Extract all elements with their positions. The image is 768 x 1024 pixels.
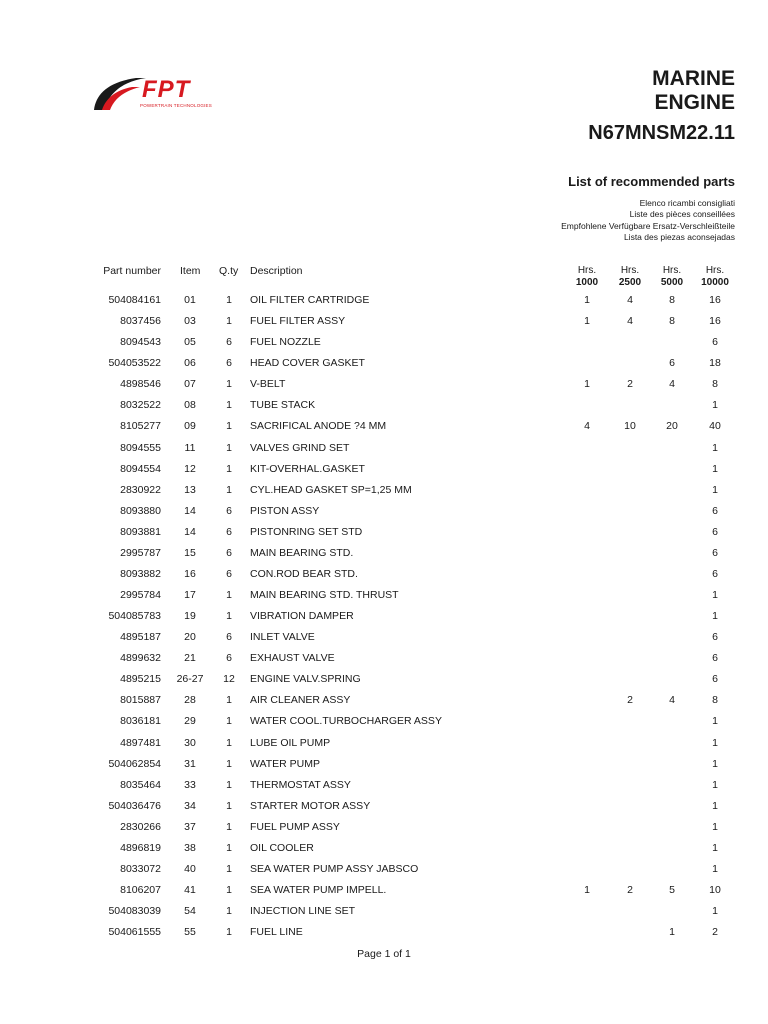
hrs-2500-cell: 2 <box>627 884 633 896</box>
translation-spanish: Lista des piezas aconsejadas <box>623 232 735 242</box>
qty-cell: 1 <box>226 610 232 622</box>
part-number-cell: 4895215 <box>120 673 161 686</box>
part-number-cell: 8093880 <box>120 504 161 517</box>
hrs-5000-cell: 8 <box>669 315 675 328</box>
qty-cell: 1 <box>226 799 232 812</box>
qty-cell: 1 <box>226 483 232 496</box>
table-row <box>0 420 768 441</box>
hrs-5000-cell: 1 <box>669 926 675 939</box>
description-cell: KIT-OVERHAL.GASKET <box>250 462 365 475</box>
item-cell: 14 <box>184 525 196 538</box>
description-cell: V-BELT <box>250 378 286 391</box>
description-cell: MAIN BEARING STD. THRUST <box>250 589 399 601</box>
part-number-cell: 504085783 <box>108 610 161 622</box>
description-cell: AIR CLEANER ASSY <box>250 694 351 707</box>
table-row <box>0 758 768 779</box>
description-cell: OIL COOLER <box>250 841 314 854</box>
column-header-hrs-10000 <box>695 265 735 289</box>
item-cell: 05 <box>184 336 196 349</box>
item-cell: 28 <box>184 694 196 707</box>
qty-cell: 1 <box>226 736 232 749</box>
hrs-10000-cell: 8 <box>712 378 718 391</box>
qty-cell: 1 <box>226 757 232 770</box>
hrs-10000-cell: 6 <box>712 336 718 349</box>
table-row <box>0 631 768 652</box>
hrs-10000-cell: 1 <box>712 799 718 812</box>
item-cell: 29 <box>184 715 196 728</box>
hrs-10000-cell: 1 <box>712 905 718 917</box>
description-cell: FUEL LINE <box>250 926 303 939</box>
logo-subtitle: POWERTRAIN TECHNOLOGIES <box>140 103 212 108</box>
item-cell: 13 <box>184 483 196 496</box>
hrs-10000-cell: 1 <box>712 862 718 875</box>
table-row <box>0 779 768 800</box>
column-header-qty: Q.ty <box>219 265 239 277</box>
part-number-cell: 8094555 <box>120 441 161 454</box>
logo-text: FPT <box>142 76 191 103</box>
item-cell: 09 <box>184 420 196 433</box>
hrs-10000-cell: 1 <box>712 715 718 728</box>
table-row <box>0 315 768 336</box>
table-row <box>0 926 768 947</box>
part-number-cell: 2995784 <box>120 589 161 601</box>
hrs-value: 10000 <box>701 277 729 288</box>
table-row <box>0 336 768 357</box>
column-header-item: Item <box>180 265 201 277</box>
description-cell: TUBE STACK <box>250 399 316 412</box>
hrs-2500-cell: 2 <box>627 378 633 391</box>
description-cell: CON.ROD BEAR STD. <box>250 567 358 580</box>
item-cell: 11 <box>184 441 196 454</box>
qty-cell: 6 <box>226 336 232 349</box>
table-row <box>0 652 768 673</box>
part-number-cell: 8093881 <box>120 525 161 538</box>
hrs-10000-cell: 1 <box>712 841 718 854</box>
hrs-label: Hrs. <box>662 265 682 276</box>
hrs-10000-cell: 16 <box>709 294 721 306</box>
description-cell: PISTONRING SET STD <box>250 525 363 538</box>
item-cell: 37 <box>184 820 196 833</box>
part-number-cell: 4895187 <box>120 631 161 644</box>
hrs-10000-cell: 6 <box>712 652 718 665</box>
hrs-10000-cell: 16 <box>709 315 721 328</box>
hrs-2500-cell: 2 <box>627 694 633 707</box>
qty-cell: 6 <box>226 357 232 370</box>
qty-cell: 1 <box>226 926 232 939</box>
table-row <box>0 357 768 378</box>
description-cell: VIBRATION DAMPER <box>250 610 354 622</box>
part-number-cell: 4896819 <box>120 841 161 854</box>
table-row <box>0 547 768 568</box>
description-cell: STARTER MOTOR ASSY <box>250 799 371 812</box>
table-row <box>0 378 768 399</box>
item-cell: 26-27 <box>176 673 204 686</box>
table-row <box>0 294 768 315</box>
hrs-value: 1000 <box>575 277 599 288</box>
qty-cell: 1 <box>226 884 232 896</box>
hrs-10000-cell: 10 <box>709 884 721 896</box>
qty-cell: 1 <box>226 399 232 412</box>
fpt-logo <box>92 72 384 112</box>
hrs-1000-cell: 1 <box>584 884 590 896</box>
hrs-10000-cell: 1 <box>712 399 718 412</box>
description-cell: MAIN BEARING STD. <box>250 546 354 559</box>
qty-cell: 1 <box>226 378 232 391</box>
item-cell: 19 <box>184 610 196 622</box>
hrs-10000-cell: 1 <box>712 589 718 601</box>
item-cell: 31 <box>184 757 196 770</box>
part-number-cell: 8105277 <box>120 420 161 433</box>
column-header-part-number: Part number <box>103 265 161 277</box>
hrs-5000-cell: 4 <box>669 378 675 391</box>
table-row <box>0 463 768 484</box>
description-cell: INLET VALVE <box>250 631 315 644</box>
table-row <box>0 863 768 884</box>
item-cell: 12 <box>184 462 196 475</box>
hrs-1000-cell: 1 <box>584 315 590 328</box>
table-row <box>0 694 768 715</box>
part-number-cell: 2995787 <box>120 546 161 559</box>
hrs-10000-cell: 1 <box>712 757 718 770</box>
item-cell: 01 <box>184 294 196 306</box>
part-number-cell: 8035464 <box>120 778 161 791</box>
hrs-label: Hrs. <box>620 265 640 276</box>
item-cell: 16 <box>184 567 196 580</box>
table-row <box>0 442 768 463</box>
column-header-hrs-1000 <box>567 265 607 289</box>
qty-cell: 6 <box>226 504 232 517</box>
hrs-10000-cell: 40 <box>709 420 721 433</box>
qty-cell: 1 <box>226 294 232 306</box>
hrs-5000-cell: 20 <box>666 420 678 433</box>
hrs-1000-cell: 4 <box>584 420 590 433</box>
item-cell: 03 <box>184 315 196 328</box>
part-number-cell: 504061555 <box>108 926 161 939</box>
part-number-cell: 8037456 <box>120 315 161 328</box>
hrs-1000-cell: 1 <box>584 378 590 391</box>
part-number-cell: 2830922 <box>120 483 161 496</box>
description-cell: CYL.HEAD GASKET SP=1,25 MM <box>250 483 412 496</box>
part-number-cell: 8015887 <box>120 694 161 707</box>
qty-cell: 6 <box>226 652 232 665</box>
item-cell: 06 <box>184 357 196 370</box>
table-row <box>0 905 768 926</box>
description-cell: THERMOSTAT ASSY <box>250 778 351 791</box>
qty-cell: 1 <box>226 862 232 875</box>
hrs-10000-cell: 1 <box>712 483 718 496</box>
table-row <box>0 589 768 610</box>
part-number-cell: 8093882 <box>120 567 161 580</box>
part-number-cell: 8036181 <box>120 715 161 728</box>
hrs-10000-cell: 6 <box>712 631 718 644</box>
part-number-cell: 4899632 <box>120 652 161 665</box>
description-cell: LUBE OIL PUMP <box>250 736 331 749</box>
item-cell: 07 <box>184 378 196 391</box>
hrs-5000-cell: 4 <box>669 694 675 707</box>
qty-cell: 1 <box>226 420 232 433</box>
table-row <box>0 800 768 821</box>
part-number-cell: 504036476 <box>108 799 161 812</box>
description-cell: SEA WATER PUMP ASSY JABSCO <box>250 862 419 875</box>
qty-cell: 1 <box>226 778 232 791</box>
table-row <box>0 842 768 863</box>
description-cell: SACRIFICAL ANODE ?4 MM <box>250 420 387 433</box>
description-cell: FUEL PUMP ASSY <box>250 820 340 833</box>
hrs-value: 5000 <box>660 277 684 288</box>
part-number-cell: 8032522 <box>120 399 161 412</box>
item-cell: 14 <box>184 504 196 517</box>
description-cell: WATER COOL.TURBOCHARGER ASSY <box>250 715 442 728</box>
hrs-2500-cell: 10 <box>624 420 636 433</box>
part-number-cell: 2830266 <box>120 820 161 833</box>
table-row <box>0 821 768 842</box>
hrs-10000-cell: 1 <box>712 441 718 454</box>
item-cell: 55 <box>184 926 196 939</box>
table-row <box>0 884 768 905</box>
hrs-2500-cell: 4 <box>627 294 633 306</box>
hrs-label: Hrs. <box>577 265 597 276</box>
hrs-10000-cell: 6 <box>712 546 718 559</box>
description-cell: INJECTION LINE SET <box>250 905 356 917</box>
hrs-10000-cell: 1 <box>712 778 718 791</box>
qty-cell: 1 <box>226 462 232 475</box>
title-line-2: ENGINE <box>654 91 735 114</box>
description-cell: WATER PUMP <box>250 757 320 770</box>
hrs-1000-cell: 1 <box>584 294 590 306</box>
hrs-value: 2500 <box>618 277 642 288</box>
page-indicator: Page 1 of 1 <box>357 948 411 960</box>
item-cell: 54 <box>184 905 196 917</box>
hrs-10000-cell: 6 <box>712 673 718 686</box>
hrs-10000-cell: 18 <box>709 357 721 370</box>
item-cell: 17 <box>184 589 196 601</box>
part-number-cell: 8106207 <box>120 884 161 896</box>
qty-cell: 1 <box>226 841 232 854</box>
qty-cell: 6 <box>226 525 232 538</box>
part-number-cell: 504062854 <box>108 757 161 770</box>
qty-cell: 1 <box>226 820 232 833</box>
item-cell: 20 <box>184 631 196 644</box>
table-row <box>0 610 768 631</box>
hrs-10000-cell: 6 <box>712 525 718 538</box>
table-row <box>0 673 768 694</box>
qty-cell: 1 <box>226 694 232 707</box>
part-number-cell: 504084161 <box>108 294 161 306</box>
item-cell: 34 <box>184 799 196 812</box>
qty-cell: 1 <box>226 905 232 917</box>
description-cell: SEA WATER PUMP IMPELL. <box>250 884 387 896</box>
title-line-1: MARINE <box>652 67 735 90</box>
description-cell: HEAD COVER GASKET <box>250 357 365 370</box>
item-cell: 33 <box>184 778 196 791</box>
qty-cell: 6 <box>226 546 232 559</box>
qty-cell: 1 <box>226 715 232 728</box>
qty-cell: 1 <box>226 315 232 328</box>
part-number-cell: 4897481 <box>120 736 161 749</box>
hrs-10000-cell: 8 <box>712 694 718 707</box>
translation-french: Liste des pièces conseillées <box>629 209 735 219</box>
description-cell: EXHAUST VALVE <box>250 652 335 665</box>
part-number-cell: 504053522 <box>108 357 161 370</box>
item-cell: 08 <box>184 399 196 412</box>
hrs-5000-cell: 8 <box>669 294 675 306</box>
item-cell: 40 <box>184 862 196 875</box>
column-header-hrs-2500 <box>610 265 650 289</box>
part-number-cell: 504083039 <box>108 905 161 917</box>
hrs-5000-cell: 6 <box>669 357 675 370</box>
description-cell: ENGINE VALV.SPRING <box>250 673 361 686</box>
qty-cell: 6 <box>226 631 232 644</box>
qty-cell: 6 <box>226 567 232 580</box>
table-row <box>0 568 768 589</box>
part-number-cell: 8094554 <box>120 462 161 475</box>
table-row <box>0 399 768 420</box>
table-row <box>0 526 768 547</box>
item-cell: 21 <box>184 652 196 665</box>
part-number-cell: 4898546 <box>120 378 161 391</box>
hrs-label: Hrs. <box>705 265 725 276</box>
description-cell: FUEL FILTER ASSY <box>250 315 346 328</box>
document-subtitle: List of recommended parts <box>568 174 735 189</box>
description-cell: FUEL NOZZLE <box>250 336 321 349</box>
table-row <box>0 505 768 526</box>
hrs-10000-cell: 1 <box>712 462 718 475</box>
hrs-2500-cell: 4 <box>627 315 633 328</box>
engine-model: N67MNSM22.11 <box>588 122 735 144</box>
item-cell: 41 <box>184 884 196 896</box>
translation-italian: Elenco ricambi consigliati <box>639 198 735 208</box>
description-cell: OIL FILTER CARTRIDGE <box>250 294 370 306</box>
description-cell: PISTON ASSY <box>250 504 320 517</box>
translation-german: Empfohlene Verfügbare Ersatz-Verschleißteile <box>561 221 735 231</box>
hrs-10000-cell: 1 <box>712 610 718 622</box>
column-header-description: Description <box>250 265 303 277</box>
table-row <box>0 737 768 758</box>
column-header-hrs-5000 <box>652 265 692 289</box>
table-row <box>0 484 768 505</box>
item-cell: 30 <box>184 736 196 749</box>
part-number-cell: 8094543 <box>120 336 161 349</box>
description-cell: VALVES GRIND SET <box>250 441 350 454</box>
qty-cell: 1 <box>226 441 232 454</box>
hrs-10000-cell: 6 <box>712 504 718 517</box>
table-row <box>0 715 768 736</box>
hrs-5000-cell: 5 <box>669 884 675 896</box>
hrs-10000-cell: 1 <box>712 736 718 749</box>
qty-cell: 12 <box>223 673 235 686</box>
qty-cell: 1 <box>226 589 232 601</box>
hrs-10000-cell: 2 <box>712 926 718 939</box>
hrs-10000-cell: 6 <box>712 567 718 580</box>
item-cell: 38 <box>184 841 196 854</box>
part-number-cell: 8033072 <box>120 862 161 875</box>
hrs-10000-cell: 1 <box>712 820 718 833</box>
item-cell: 15 <box>184 546 196 559</box>
